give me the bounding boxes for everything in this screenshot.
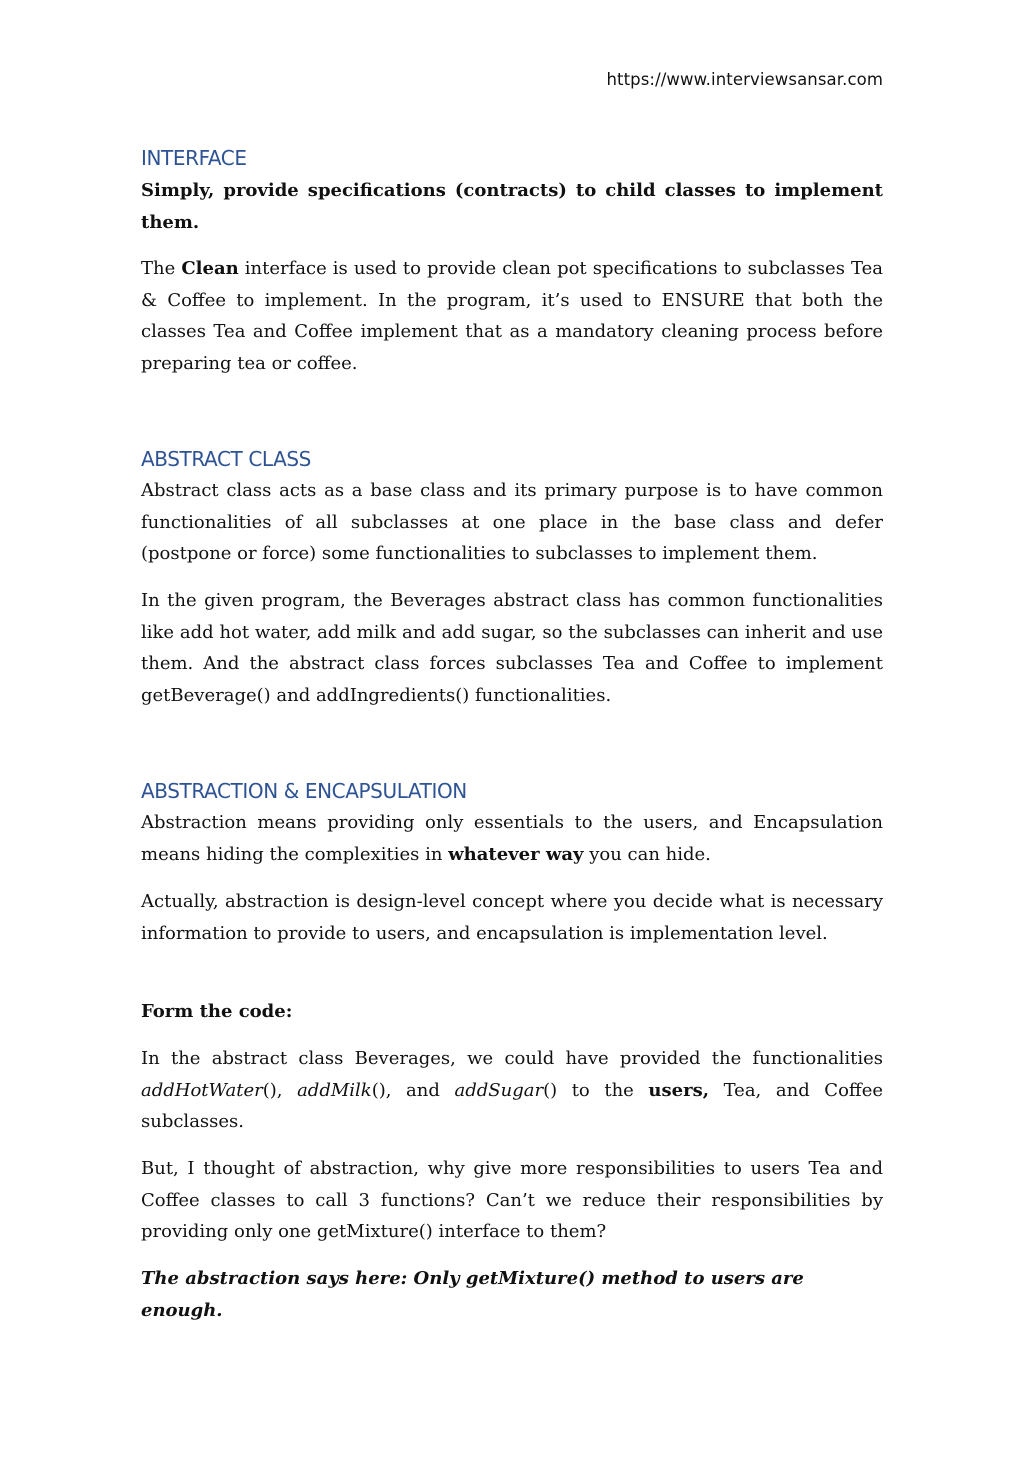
text-run: The <box>141 258 182 279</box>
abstraction-conclusion: The abstraction says here: Only getMixture() method to users are enough. <box>141 1268 804 1321</box>
abstract-class-paragraph-1: Abstract class acts as a base class and its primary purpose is to have common functionalities of all subclasses at one place in the base class and defer (postpone or force) some functionalities to subclasses to implement them. <box>141 480 883 564</box>
interface-paragraph <box>141 253 883 379</box>
text-run: (), <box>262 1079 298 1101</box>
function-add-hot-water: addHotWater <box>141 1079 263 1101</box>
heading-abstract-class: ABSTRACT CLASS <box>141 447 311 471</box>
heading-abstraction-encapsulation: ABSTRACTION & ENCAPSULATION <box>141 779 467 803</box>
text-run: interface is used to provide clean pot specifications to subclasses Tea & Coffee to implement. In the program, it’s used to ENSURE that both the classes Tea and Coffee implement that as a mandatory cleaning process before preparing tea or coffee. <box>141 258 883 374</box>
abstraction-paragraph-2: Actually, abstraction is design-level concept where you decide what is necessary information to provide to users, and encapsulation is implementation level. <box>141 891 883 944</box>
text-run: Tea, and Coffee subclasses. <box>141 1079 884 1132</box>
text-run: you can hide. <box>583 843 711 865</box>
interface-lead: Simply, provide specifications (contracts) to child classes to implement them. <box>141 180 883 233</box>
form-the-code-label: Form the code: <box>141 1001 293 1022</box>
text-run: (), and <box>371 1079 455 1101</box>
abstract-class-paragraph-2: In the given program, the Beverages abstract class has common functionalities like add hot water, add milk and add sugar, so the subclasses can inherit and use them. And the abstract class forces subclasses Tea and Coffee to implement getBeverage() and addIngredients() functionalities. <box>141 590 883 706</box>
header-url[interactable]: https://www.interviewsansar.com <box>606 70 883 89</box>
bold-term-whatever-way: whatever way <box>448 843 584 865</box>
abstraction-paragraph-1 <box>141 807 883 870</box>
bold-term-clean: Clean <box>181 258 239 279</box>
function-add-sugar: addSugar <box>454 1079 544 1101</box>
abstraction-paragraph-3 <box>141 1043 883 1138</box>
text-run: In the abstract class Beverages, we could have provided the functionalities <box>141 1048 883 1069</box>
function-add-milk: addMilk <box>297 1079 372 1101</box>
abstraction-paragraph-4: But, I thought of abstraction, why give more responsibilities to users Tea and Coffee classes to call 3 functions? Can’t we reduce their responsibilities by providing only one getMixture() interface to them? <box>141 1158 883 1242</box>
heading-interface: INTERFACE <box>141 146 247 170</box>
text-run: Abstraction means providing only essentials to the users, and Encapsulation means hiding the complexities in <box>141 812 883 865</box>
text-run: () to the <box>543 1079 649 1101</box>
bold-term-users: users, <box>648 1079 709 1101</box>
